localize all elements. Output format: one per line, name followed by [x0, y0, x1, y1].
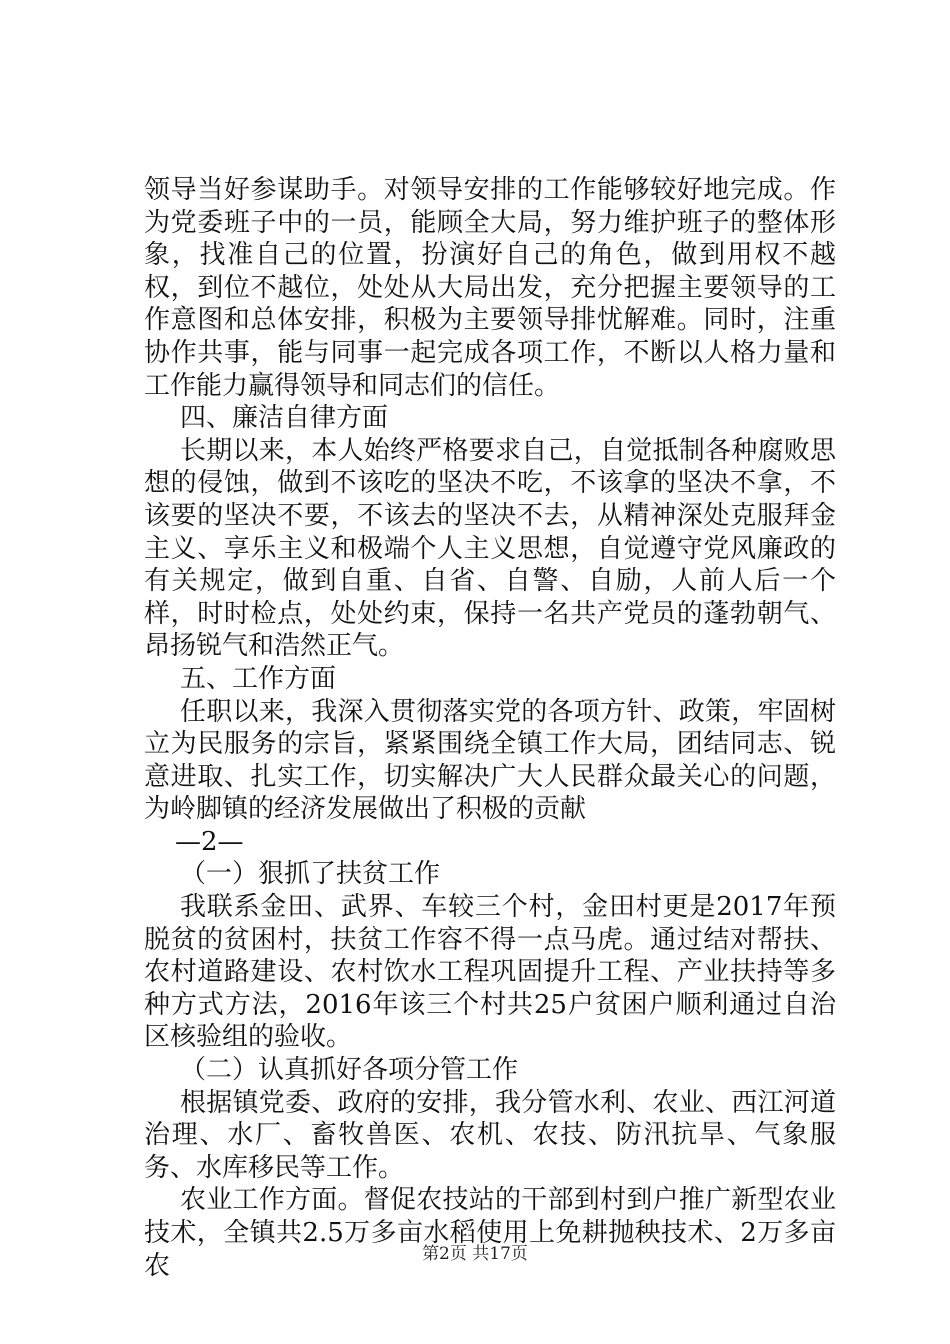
- paragraph-agriculture: 农业工作方面。督促农技站的干部到村到户推广新型农业技术，全镇共2.5万多亩水稻使用上免耕抛秧技术、2万多亩农: [144, 1185, 836, 1281]
- paragraph-poverty: 我联系金田、武界、车较三个村，金田村更是2017年预脱贫的贫困村，扶贫工作容不得一点马虎。通过结对帮扶、农村道路建设、农村饮水工程巩固提升工程、产业扶持等多种方式方法，2016年该三个村共25户贫困户顺利通过自治区核验组的验收。: [144, 892, 836, 1053]
- paragraph-continuation: 领导当好参谋助手。对领导安排的工作能够较好地完成。作为党委班子中的一员，能顾全大局，努力维护班子的整体形象，找准自己的位置，扮演好自己的角色，做到用权不越权，到位不越位，处处从大局出发，充分把握主要领导的工作意图和总体安排，积极为主要领导排忧解难。同时，注重协作共事，能与同事一起完成各项工作，不断以人格力量和工作能力赢得领导和同志们的信任。: [144, 175, 836, 401]
- paragraph-duties: 根据镇党委、政府的安排，我分管水利、农业、西江河道治理、水厂、畜牧兽医、农机、农技、防汛抗旱、气象服务、水库移民等工作。: [144, 1087, 836, 1183]
- paragraph-integrity: 长期以来，本人始终严格要求自己，自觉抵制各种腐败思想的侵蚀，做到不该吃的坚决不吃，不该拿的坚决不拿，不该要的坚决不要，不该去的坚决不去，从精神深处克服拜金主义、享乐主义和极端个人主义思想，自觉遵守党风廉政的有关规定，做到自重、自省、自警、自励，人前人后一个样，时时检点，处处约束，保持一名共产党员的蓬勃朝气、昂扬锐气和浩然正气。: [144, 435, 836, 662]
- section-heading-integrity: 四、廉洁自律方面: [180, 403, 389, 434]
- subheading-duties: （二）认真抓好各项分管工作: [180, 1055, 519, 1086]
- inline-page-mark: —2—: [175, 826, 244, 857]
- section-heading-work: 五、工作方面: [180, 663, 337, 694]
- subheading-poverty: （一）狠抓了扶贫工作: [180, 859, 441, 890]
- document-body: [144, 174, 836, 1282]
- paragraph-work: 任职以来，我深入贯彻落实党的各项方针、政策，牢固树立为民服务的宗旨，紧紧围绕全镇工作大局，团结同志、锐意进取、扎实工作，切实解决广大人民群众最关心的问题，为岭脚镇的经济发展做出了积极的贡献: [144, 696, 836, 825]
- page-footer: 第2页 共17页: [422, 1244, 528, 1264]
